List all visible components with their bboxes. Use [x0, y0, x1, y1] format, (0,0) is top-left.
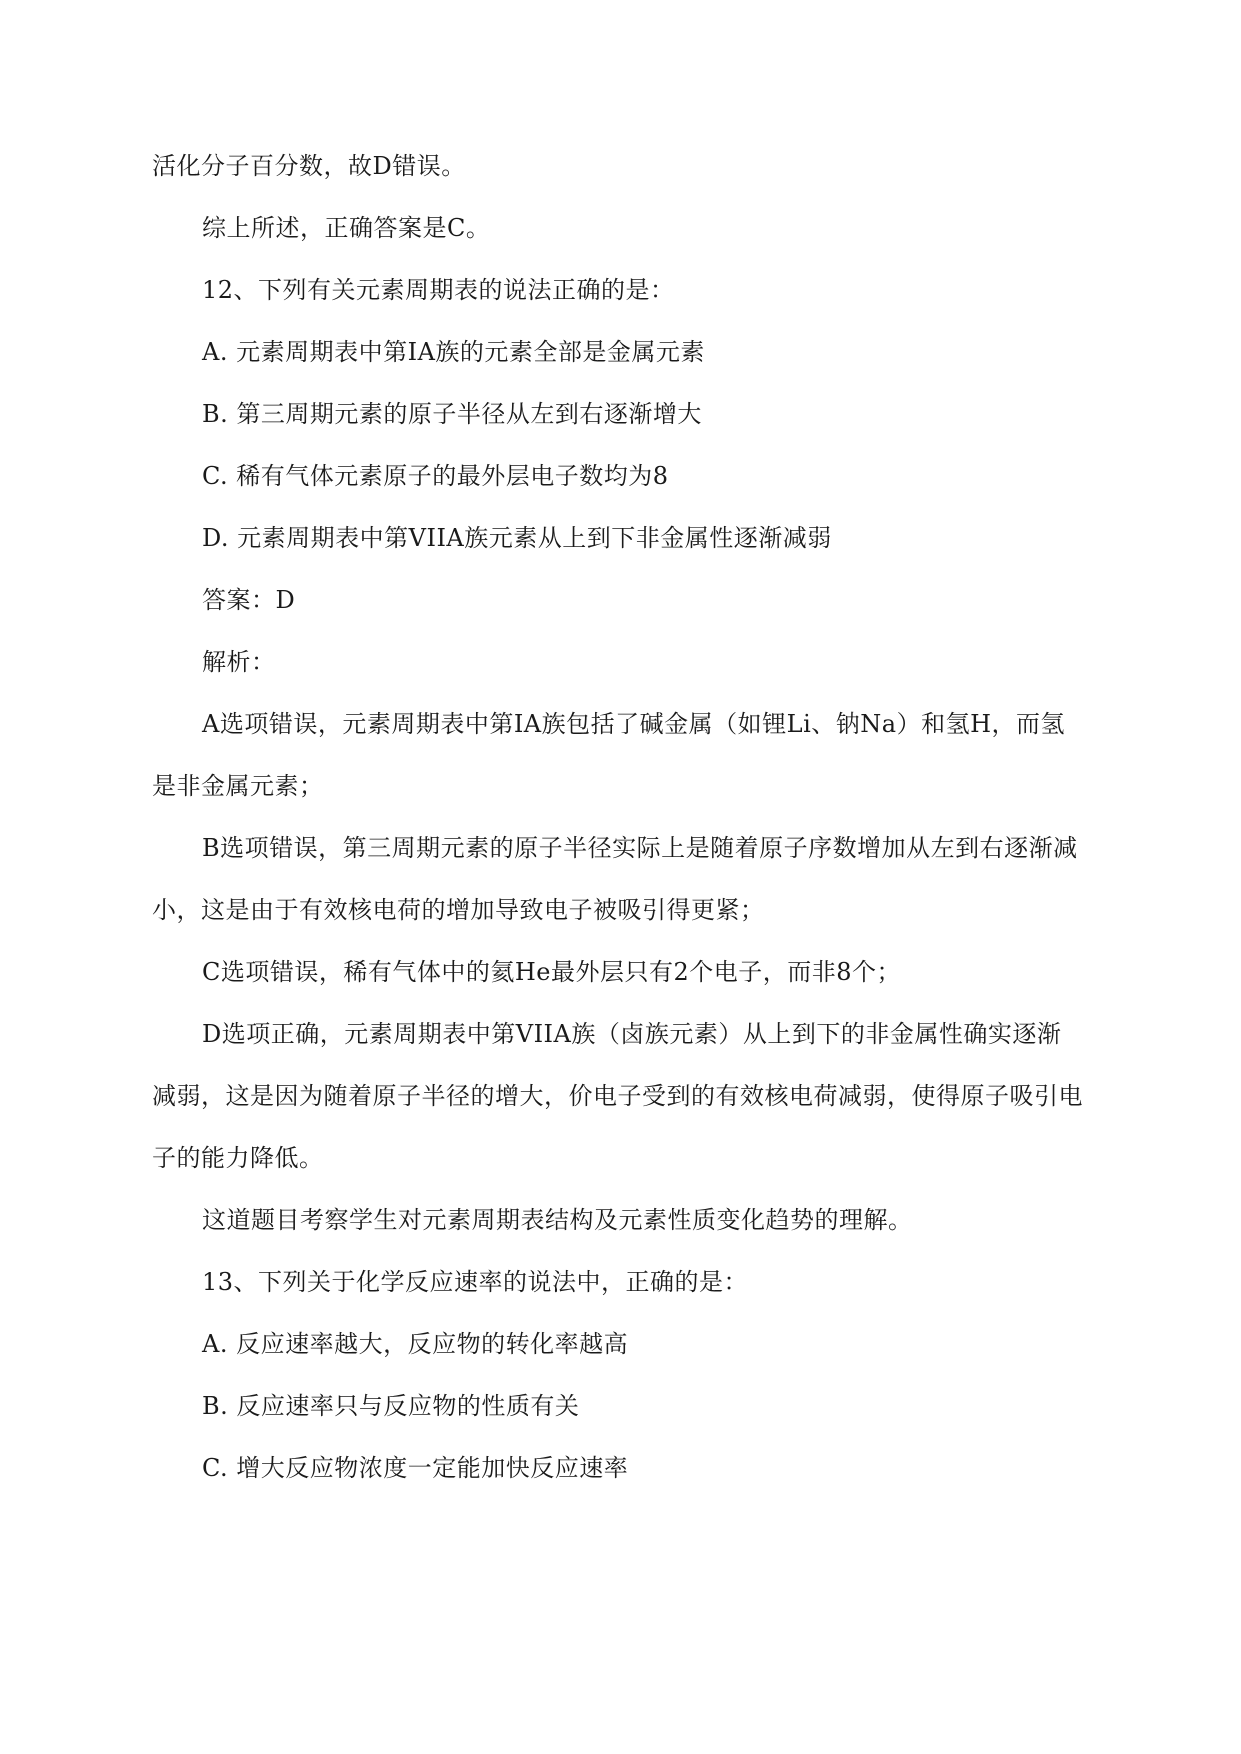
- question-13-option-b: B. 反应速率只与反应物的性质有关: [202, 1392, 580, 1420]
- question-12-summary: 这道题目考察学生对元素周期表结构及元素性质变化趋势的理解。: [202, 1206, 913, 1234]
- text-line-prev-conclusion: 活化分子百分数，故D错误。: [152, 152, 466, 180]
- analysis-d-line-1: D选项正确，元素周期表中第VIIA族（卤族元素）从上到下的非金属性确实逐渐: [202, 1020, 1062, 1048]
- question-12-option-d: D. 元素周期表中第VIIA族元素从上到下非金属性逐渐减弱: [202, 524, 832, 552]
- question-12-answer: 答案：D: [202, 586, 296, 614]
- analysis-c-line-1: C选项错误，稀有气体中的氦He最外层只有2个电子，而非8个；: [202, 958, 902, 986]
- analysis-a-line-2: 是非金属元素；: [152, 772, 324, 800]
- analysis-d-line-3: 子的能力降低。: [152, 1144, 324, 1172]
- question-12-option-b: B. 第三周期元素的原子半径从左到右逐渐增大: [202, 400, 702, 428]
- question-12-option-c: C. 稀有气体元素原子的最外层电子数均为8: [202, 462, 669, 490]
- question-13-option-a: A. 反应速率越大，反应物的转化率越高: [202, 1330, 629, 1358]
- analysis-b-line-1: B选项错误，第三周期元素的原子半径实际上是随着原子序数增加从左到右逐渐减: [202, 834, 1078, 862]
- question-12-stem: 12、下列有关元素周期表的说法正确的是：: [202, 276, 675, 304]
- analysis-b-line-2: 小，这是由于有效核电荷的增加导致电子被吸引得更紧；: [152, 896, 765, 924]
- analysis-a-line-1: A选项错误，元素周期表中第IA族包括了碱金属（如锂Li、钠Na）和氢H，而氢: [202, 710, 1065, 738]
- question-13-option-c: C. 增大反应物浓度一定能加快反应速率: [202, 1454, 629, 1482]
- question-13-stem: 13、下列关于化学反应速率的说法中，正确的是：: [202, 1268, 749, 1296]
- text-line-summary: 综上所述，正确答案是C。: [202, 214, 491, 242]
- analysis-d-line-2: 减弱，这是因为随着原子半径的增大，价电子受到的有效核电荷减弱，使得原子吸引电: [152, 1082, 1083, 1110]
- question-12-analysis-heading: 解析：: [202, 648, 276, 676]
- question-12-option-a: A. 元素周期表中第IA族的元素全部是金属元素: [202, 338, 705, 366]
